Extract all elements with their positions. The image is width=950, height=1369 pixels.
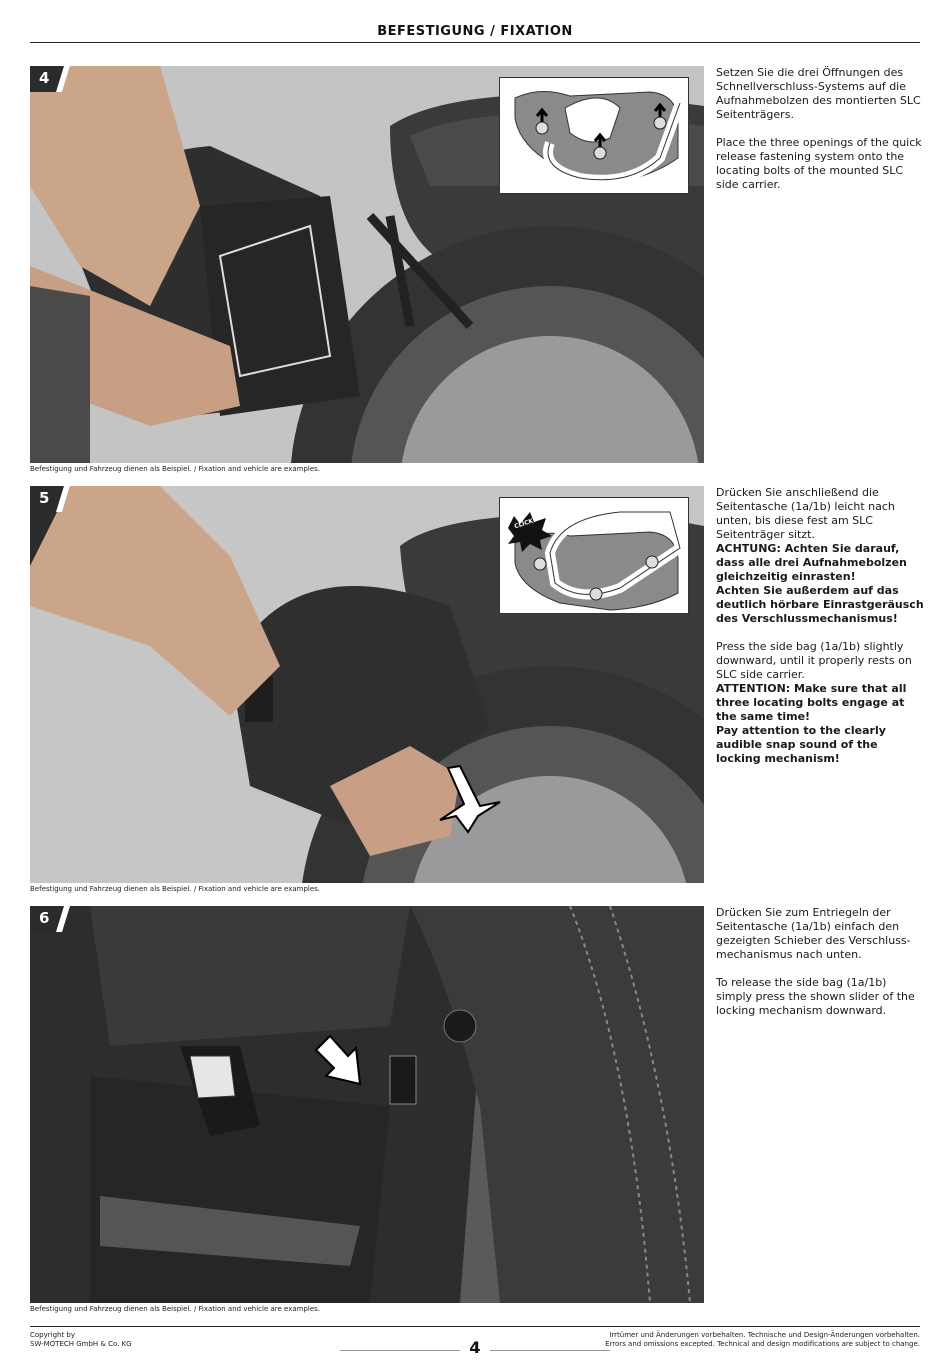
footer-copyright: [30, 1331, 132, 1349]
step-6-photo: [30, 906, 704, 1303]
step-5-caption: Befestigung und Fahrzeug dienen als Beispiel. / Fixation and vehicle are examples.: [30, 885, 321, 893]
step-4-number: 4: [39, 69, 50, 87]
step-5-text-en: Press the side bag (1a/1b) slightly downward, until it properly rests on SLC side carrier.: [716, 640, 912, 681]
disclaimer-de: Irrtümer und Änderungen vorbehalten. Technische und Design-Änderungen vorbehalten.: [609, 1331, 920, 1339]
step-5-photo: [30, 486, 704, 883]
step-6-text-en: To release the side bag (1a/1b) simply press the shown slider of the locking mechanism downward.: [716, 976, 915, 1017]
copyright-line-2: SW-MOTECH GmbH & Co. KG: [30, 1340, 132, 1348]
carrier-click-diagram: [500, 498, 688, 613]
step-6-illustration: [30, 906, 704, 1303]
step-5-text-de: Drücken Sie anschließend die Seitentasche (1a/1b) leicht nach unten, bis diese fest am SLC Seitenträger sitzt.: [716, 486, 895, 541]
step-6-badge: [30, 906, 70, 932]
step-4-text-en: Place the three openings of the quick release fastening system onto the locating bolts of the mounted SLC side carrier.: [716, 136, 922, 191]
step-5-number: 5: [39, 489, 50, 507]
step-6-text-de: Drücken Sie zum Entriegeln der Seitentasche (1a/1b) einfach den gezeigten Schieber des Verschluss-mechanismus nach unten.: [716, 906, 911, 961]
disclaimer-en: Errors and omissions excepted. Technical and design modifications are subject to change.: [605, 1340, 920, 1348]
footer-rule: [30, 1326, 920, 1327]
step-5-warning-de-2: Achten Sie außerdem auf das deutlich hörbare Einrastgeräusch des Verschlussmechanismus!: [716, 584, 924, 625]
step-5-warning-en-1: ATTENTION: Make sure that all three locating bolts engage at the same time!: [716, 682, 907, 723]
page-number: 4: [460, 1338, 490, 1357]
step-6-instructions: [716, 906, 924, 1032]
carrier-bolts-diagram: [500, 78, 688, 193]
step-5-badge: [30, 486, 70, 512]
step-4-detail-inset: [499, 77, 689, 194]
page-title-bar: [30, 20, 920, 43]
step-5-warning-de-1: ACHTUNG: Achten Sie darauf, dass alle drei Aufnahmebolzen gleichzeitig einrasten!: [716, 542, 907, 583]
step-4-badge: [30, 66, 70, 92]
step-4-instructions: [716, 66, 924, 206]
page-title: BEFESTIGUNG / FIXATION: [377, 24, 573, 39]
copyright-line-1: Copyright by: [30, 1331, 76, 1339]
step-5-block-en: [716, 640, 924, 766]
step-5-instructions: [716, 486, 924, 780]
step-6-number: 6: [39, 909, 50, 927]
footer-disclaimer: [520, 1331, 920, 1349]
step-5-block-de: [716, 486, 924, 626]
step-4-photo: [30, 66, 704, 463]
click-label: CLICK!: [513, 516, 537, 531]
step-6-caption: Befestigung und Fahrzeug dienen als Beispiel. / Fixation and vehicle are examples.: [30, 1305, 321, 1313]
step-4-text-de: Setzen Sie die drei Öffnungen des Schnellverschluss-Systems auf die Aufnahmebolzen des montierten SLC Seitenträgers.: [716, 66, 921, 121]
step-5-warning-en-2: Pay attention to the clearly audible snap sound of the locking mechanism!: [716, 724, 886, 765]
step-4-caption: Befestigung und Fahrzeug dienen als Beispiel. / Fixation and vehicle are examples.: [30, 465, 321, 473]
step-5-detail-inset: [499, 497, 689, 614]
